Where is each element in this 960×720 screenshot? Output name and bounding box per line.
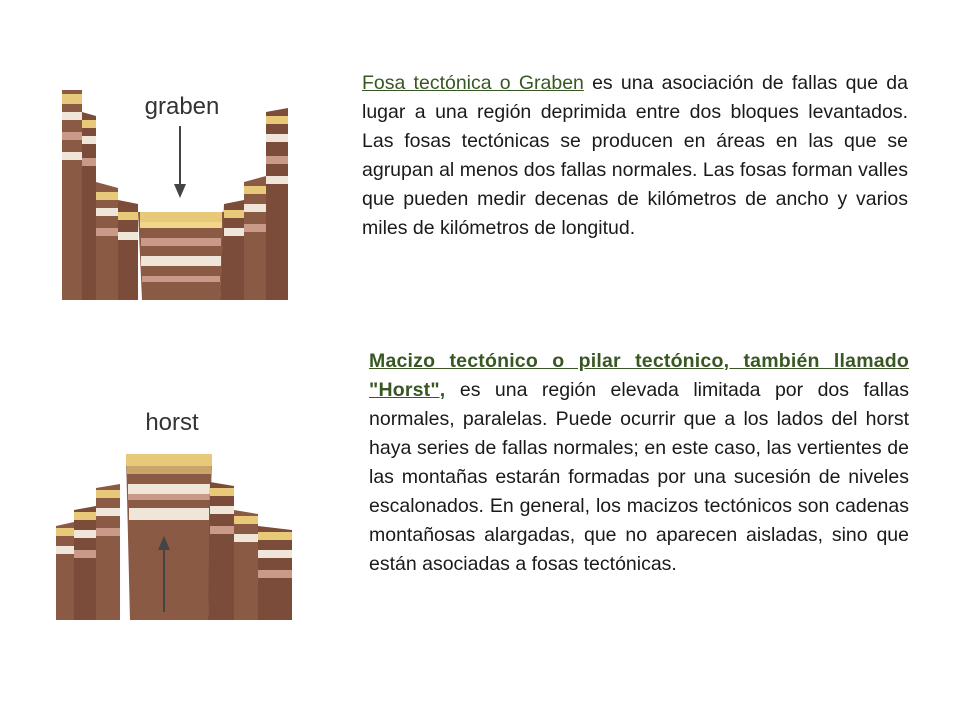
horst-right-steps [208,482,292,620]
horst-illustration [56,398,292,620]
horst-label: horst [145,409,199,436]
horst-diagram [56,398,292,620]
graben-label: graben [144,93,220,120]
graben-right-block [220,108,288,300]
graben-illustration [62,72,288,300]
horst-term-link[interactable]: Macizo tectónico o pilar tectónico, también llamado "Horst", [369,350,909,401]
graben-left-block [62,90,138,300]
down-arrow-icon [174,126,186,198]
graben-term-link[interactable]: Fosa tectónica o Graben [362,72,584,94]
graben-central-block [138,212,224,300]
horst-left-steps [56,484,120,620]
horst-definition [369,347,909,579]
graben-diagram [62,72,288,300]
graben-description: es una asociación de fallas que da lugar a una región deprimida entre dos bloques levantados. Las fosas tectónicas se producen en áreas en las que se agrupan al menos dos fallas normales. Las fosas forman valles que pueden medir decenas de kilómetros de ancho y varios miles de kilómetros de longitud. [362,72,908,239]
horst-description: es una región elevada limitada por dos fallas normales, paralelas. Puede ocurrir que a los lados del horst haya series de fallas normales; en este caso, las vertientes de las montañas estarán formadas por una sucesión de niveles escalonados. En general, los macizos tectónicos son cadenas montañosas alargadas, que no aparecen aisladas, sino que están asociadas a fosas tectónicas. [369,379,909,575]
horst-central-block [126,454,212,620]
graben-definition [362,69,908,243]
